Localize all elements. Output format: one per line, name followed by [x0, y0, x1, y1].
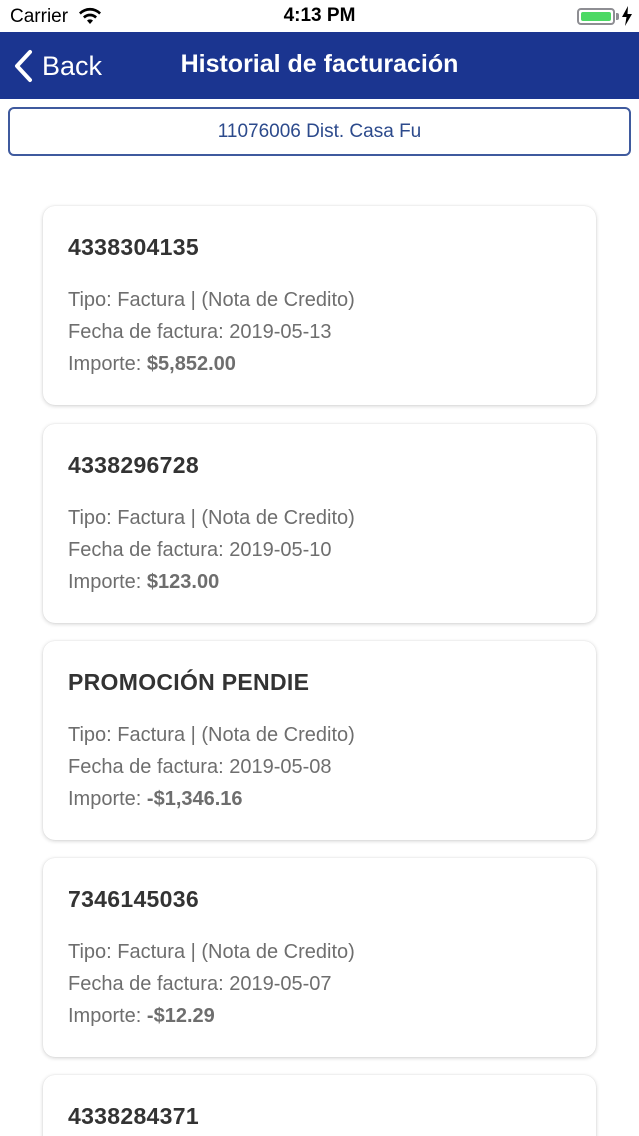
invoice-date: Fecha de factura: 2019-05-13: [68, 321, 332, 343]
invoice-number: 7346145036: [68, 886, 199, 912]
invoice-list[interactable]: [0, 160, 639, 1136]
invoice-card[interactable]: [43, 206, 596, 405]
invoice-date: Fecha de factura: 2019-05-10: [68, 539, 332, 561]
invoice-number: 4338284371: [68, 1103, 199, 1129]
invoice-type: Tipo: Factura | (Nota de Credito): [68, 507, 355, 529]
invoice-number: 4338296728: [68, 452, 199, 478]
invoice-card[interactable]: [43, 641, 596, 840]
invoice-type: Tipo: Factura | (Nota de Credito): [68, 941, 355, 963]
invoice-amount: Importe: -$12.29: [68, 1005, 215, 1027]
battery-icon: [577, 8, 615, 25]
invoice-number: 4338304135: [68, 234, 199, 260]
distributor-label: 11076006 Dist. Casa Fu: [217, 120, 422, 142]
distributor-selector[interactable]: [8, 107, 631, 156]
status-bar: [0, 0, 639, 32]
carrier-label: Carrier: [10, 6, 69, 27]
invoice-card[interactable]: [43, 1075, 596, 1136]
charging-bolt-icon: [621, 6, 633, 26]
clock-time: 4:13 PM: [283, 5, 356, 26]
invoice-amount: Importe: $123.00: [68, 571, 220, 593]
invoice-date: Fecha de factura: 2019-05-07: [68, 973, 332, 995]
invoice-date: Fecha de factura: 2019-05-08: [68, 756, 332, 778]
invoice-amount: Importe: $5,852.00: [68, 353, 236, 375]
invoice-number: PROMOCIÓN PENDIE: [68, 669, 310, 695]
invoice-amount: Importe: -$1,346.16: [68, 788, 243, 810]
invoice-card[interactable]: [43, 858, 596, 1057]
invoice-card[interactable]: [43, 424, 596, 623]
back-label: Back: [42, 50, 103, 81]
invoice-type: Tipo: Factura | (Nota de Credito): [68, 724, 355, 746]
page-title: Historial de facturación: [180, 50, 459, 78]
invoice-type: Tipo: Factura | (Nota de Credito): [68, 289, 355, 311]
navigation-bar: [0, 32, 639, 99]
battery-cap: [616, 13, 619, 20]
